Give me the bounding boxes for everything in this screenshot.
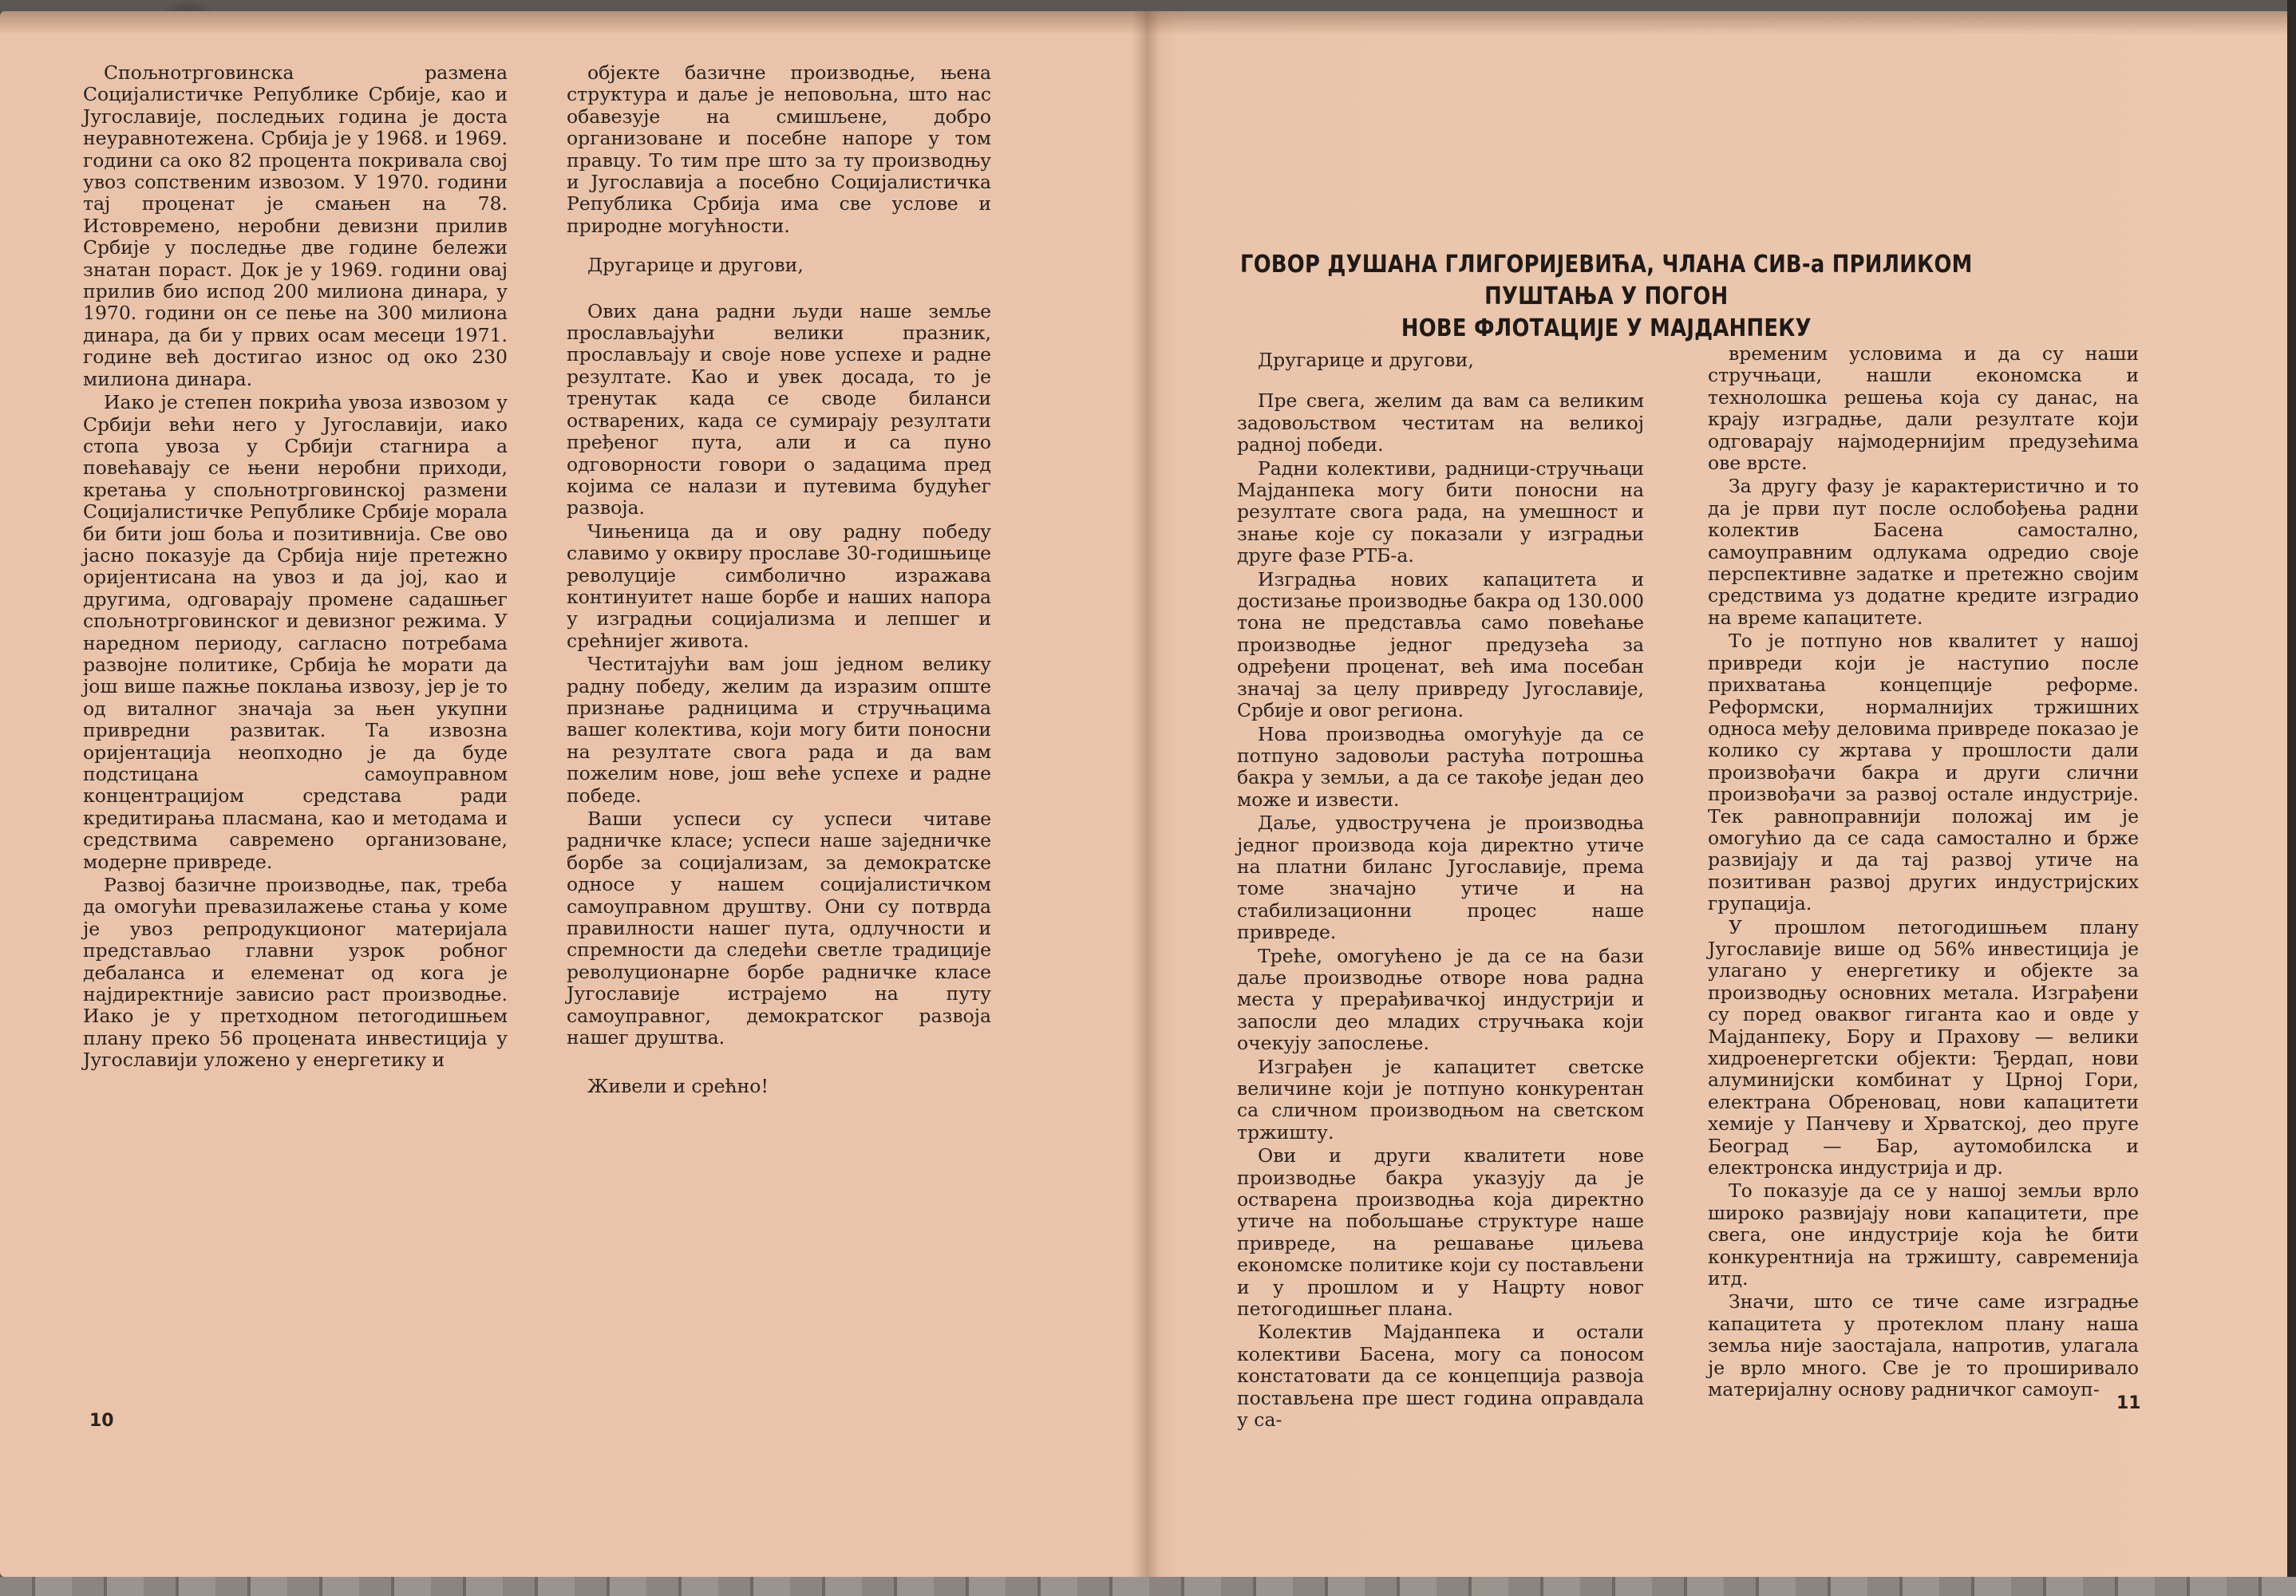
article-paragraph: Спољнотрговинска размена Социјалистичке Републике Србије, као и Југославије, последњих година је доста неуравнотежена. Србија је у 1968. и 1969. години са око 82 процента покривала свој увоз сопственим извозом. У 1970. години тај проценат је смањен на 78. Истовремено, неробни девизни прилив Србије у последње две године бележи знатан пораст. Док је у 1969. години овај прилив био испод 200 милиона динара, у 1970. години он се пење на 300 милиона динара, да би у првих осам месеци 1971. године већ достигао износ од око 230 милиона динара. [83, 61, 508, 390]
right-page-column-1 [1237, 350, 1644, 1433]
closing-line: Живели и срећно! [587, 1075, 769, 1098]
speech-paragraph: Чињеница да и ову радну победу славимо у оквиру прославе 30-годишњице револуције симболично изражава континуитет наше борбе и наших напора у изградњи социјализма и лепшег и срећнијег живота. [567, 519, 991, 652]
left-page-column-2 [567, 62, 991, 1100]
speech-paragraph: Ови и други квалитети нове производње бакра указују да је остварена производња која директно утиче на побољшање структуре наше привреде, на решавање циљева економске политике који су постављени и у прошлом и у Нацрту новог петогодишњег плана. [1237, 1144, 1644, 1321]
speech-paragraph: временим условима и да су наши стручњаци, нашли економска и технолошка решења која су данас, на крају изградње, дали резултате који одговарају најмодернијим предузећима ове врсте. [1708, 342, 2139, 475]
background-paper-edge [0, 1577, 2296, 1596]
right-page-column-2 [1708, 343, 2139, 1403]
speech-paragraph: Изградња нових капацитета и достизање производње бакра од 130.000 тона не представља само повећање производње једног предузећа за одређени проценат, већ има посебан значај за целу привреду Југославије, Србије и овог региона. [1237, 567, 1644, 722]
article-headline [1208, 249, 2005, 345]
page-number-right: 11 [2116, 1393, 2141, 1413]
headline-line-2: НОВЕ ФЛОТАЦИЈЕ У МАЈДАНПЕКУ [1401, 314, 1812, 342]
speech-paragraph: Изграђен је капацитет светске величине који је потпуно конкурентан са сличном производњом на светском тржишту. [1237, 1055, 1644, 1144]
speech-paragraph: У прошлом петогодишњем плану Југославије више од 56% инвестиција је улагано у енергетику и објекте за производњу основних метала. Изграђени су поред оваквог гиганта као и овде у Мајданпеку, Бору и Прахову — велики хидроенергетски објекти: Ђердап, нови алуминијски комбинат у Црној Гори, електрана Обреновац, нови капацитети хемије у Панчеву и Хрватској, део пруге Београд — Бар, аутомобилска и електронска индустрија и др. [1708, 915, 2139, 1179]
article-paragraph: Развој базичне производње, пак, треба да омогући превазилажење стања у коме је увоз репродукционог материјала представљао главни узрок робног дебаланса и елеменат од кога је најдиректније зависио раст производње. Иако је у претходном петогодишњем плану преко 56 процената инвестиција у Југославији уложено у енергетику и [83, 874, 508, 1072]
salutation: Другарице и другови, [587, 254, 804, 277]
article-paragraph: Иако је степен покрића увоза извозом у Србији већи него у Југославији, иако стопа увоза у Србији стагнира а повећавају се њени неробни приходи, кретања у спољнотрговинској размени Социјалистичке Републике Србије морала би бити још боља и позитивнија. Све ово јасно показује да Србија није претежно оријентисана на увоз и да јој, као и другима, одговарају промене садашњег спољнотрговинског и девизног режима. У наредном периоду, сагласно потребама развојне политике, Србија ће морати да још више пажње поклања извозу, јер је то од виталног значаја за њен укупни привредни развитак. Та извозна оријентација неопходно је да буде подстицана самоуправном концентрацијом средстава ради кредитирања пласмана, као и методама и средствима савремено организоване, модерне привреде. [83, 391, 508, 873]
speech-paragraph: Треће, омогућено је да се на бази даље производње отворе нова радна места у прерађивачкој индустрији и запосли део младих стручњака који очекују запослење. [1237, 944, 1644, 1055]
speech-paragraph: Ваши успеси су успеси читаве радничке класе; успеси наше заједничке борбе за социјализам, за демократске односе у нашем социјалистичком самоуправном друштву. Они су потврда правилности нашег пута, одлучности и спремности да следећи светле традиције револуционарне борбе радничке класе Југославије истрајемо на путу самоуправног, демократског развоја нашег друштва. [567, 808, 991, 1049]
speech-paragraph: Значи, што се тиче саме изградње капацитета у протеклом плану наша земља није заостајала, напротив, улагала је врло много. Све је то проширивало материјалну основу радничког самоуп- [1708, 1290, 2139, 1401]
page-gutter [1132, 11, 1160, 1577]
left-page-column-1 [83, 62, 508, 1073]
speech-paragraph: Нова производња омогућује да се потпуно задовољи растућа потрошња бакра у земљи, а да се такође један део може и извести. [1237, 722, 1644, 811]
page-number-left: 10 [89, 1411, 114, 1431]
speech-paragraph: Даље, удвостручена је производња једног производа која директно утиче на платни биланс Југославије, према томе значајно утиче и на стабилизационни процес наше привреде. [1237, 812, 1644, 944]
speech-paragraph: То је потпуно нов квалитет у нашој привреди који је наступио после прихватања концепције реформе. Реформски, нормалнијих тржишних односа међу деловима привреде показао је колико су жртава у прошлости дали произвођачи бакра и други слични произвођачи за развој остале индустрије. Тек равноправнији положај им је омогућио да се сада самостално и брже развијају и да тај развој утиче на позитиван развој других индустријских групација. [1708, 630, 2139, 915]
speech-paragraph: За другу фазу је карактеристично и то да је први пут после ослобођења радни колектив Басена самостално, самоуправним одлукама одредио своје перспективне задатке и претежно својим средствима уз додатне кредите изградио на време капацитете. [1708, 475, 2139, 629]
speech-paragraph: Ових дана радни људи наше земље прослављајући велики празник, прослављају и своје нове успехе и радне резултате. Као и увек досада, то је тренутак када се своде биланси остварених, када се сумирају резултати пређеног пута, али и са пуно одговорности говори о задацима пред којима се налази и путевима будућег развоја. [567, 299, 991, 519]
speech-paragraph: Радни колективи, радници-стручњаци Мајданпека могу бити поносни на резултате свога рада, на умешност и знање које су показали у изградњи друге фазе РТБ-а. [1237, 456, 1644, 567]
speech-paragraph: Колектив Мајданпека и остали колективи Басена, могу са поносом констатовати да се концепција развоја постављена пре шест година оправдала у са- [1237, 1321, 1644, 1432]
headline-line-1: ГОВОР ДУШАНА ГЛИГОРИЈЕВИЋА, ЧЛАНА СИВ-а ПРИЛИКОМ ПУШТАЊА У ПОГОН [1239, 251, 1973, 310]
binding-edge [2287, 0, 2296, 1596]
speech-paragraph: Пре свега, желим да вам са великим задовољством честитам на великој радној победи. [1237, 389, 1644, 456]
salutation: Другарице и другови, [1258, 349, 1474, 371]
speech-paragraph: Честитајући вам још једном велику радну победу, желим да изразим опште признање радницима и стручњацима вашег колектива, који могу бити поносни на резултате свога рада и да вам пожелим нове, још веће успехе и радне победе. [567, 653, 991, 807]
speech-paragraph: То показује да се у нашој земљи врло широко развијају нови капацитети, пре свега, оне индустрије која ће бити конкурентнија на тржишту, савременија итд. [1708, 1179, 2139, 1290]
article-paragraph: објекте базичне производње, њена структура и даље је неповољна, што нас обавезује на смишљене, добро организоване и посебне напоре у том правцу. То тим пре што за ту производњу и Југославија а посебно Социјалистичка Република Србија има све услове и природне могућности. [567, 61, 991, 237]
